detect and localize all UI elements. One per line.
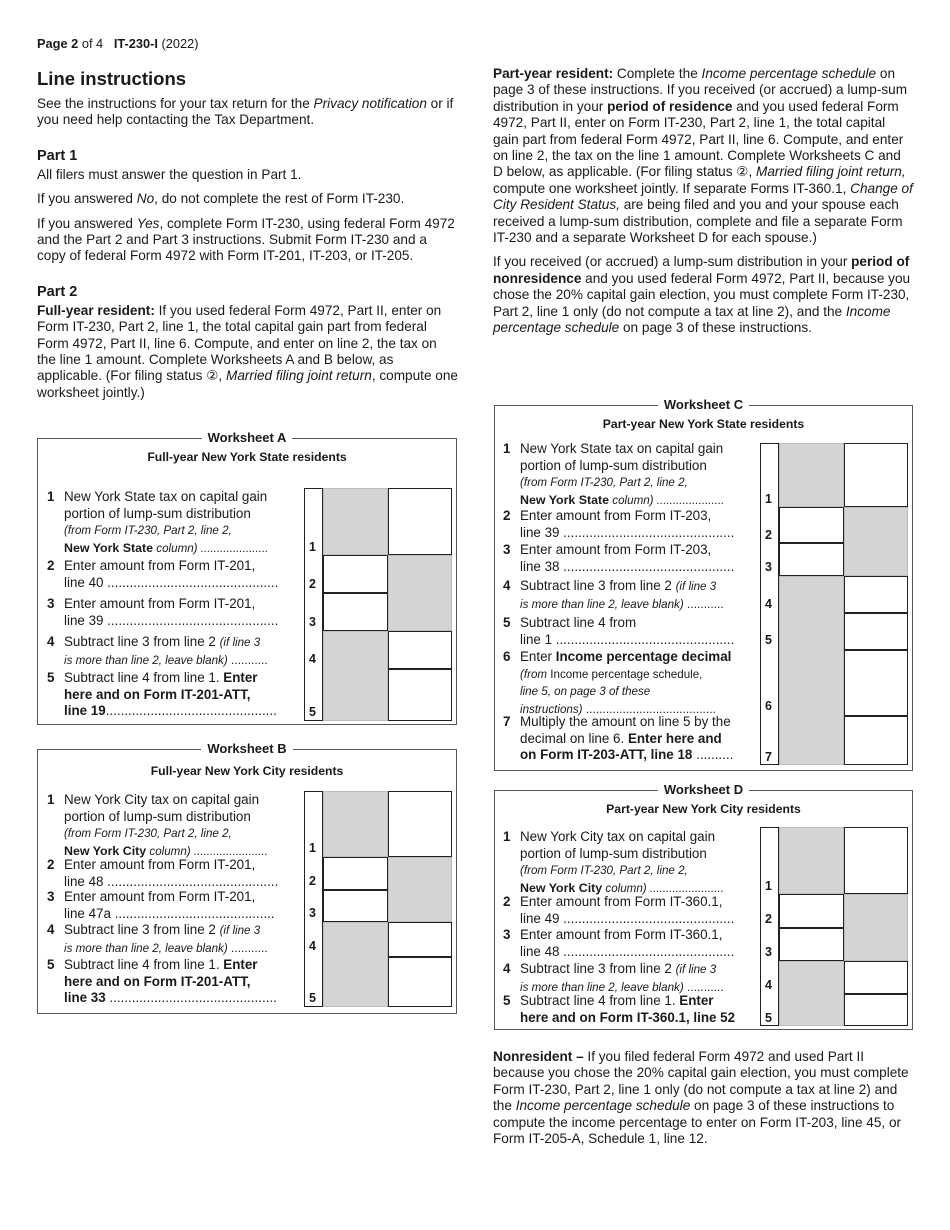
ws-a-box-label-4: 4 bbox=[309, 652, 316, 666]
line-bold: Enter bbox=[679, 993, 714, 1008]
line-note: (from Form IT-230, Part 2, line 2, bbox=[64, 524, 232, 537]
line-bold: Enter bbox=[223, 957, 258, 972]
line-text: line 39 .............................................. bbox=[520, 524, 735, 540]
part2-label: Full-year resident: bbox=[37, 302, 155, 318]
nr-t1: If you filed federal Form 4972 and used Part II because you chose the 20% capital gain election, you must complete Form IT-230, Part 2, line 1 only (do not compute a tax at line 2) and the bbox=[493, 1049, 909, 1114]
worksheet-b-subtitle: Full-year New York City residents bbox=[150, 764, 344, 778]
p2-i1: Income percentage schedule bbox=[493, 303, 891, 336]
line-dots: .............................................. bbox=[105, 703, 277, 718]
line-text: line 40 .............................................. bbox=[64, 574, 279, 590]
worksheet-d-subtitle: Part-year New York City residents bbox=[606, 802, 801, 816]
nr-i1: Income percentage schedule bbox=[515, 1098, 691, 1114]
ws-b-linenum-col bbox=[304, 791, 323, 1007]
line-text: portion of lump-sum distribution bbox=[520, 845, 707, 861]
line-text: Enter amount from Form IT-203, bbox=[520, 508, 712, 523]
ws-b-shade-2 bbox=[388, 857, 452, 922]
pyr-i1: Income percentage schedule bbox=[701, 66, 877, 81]
ws-d-shade-2 bbox=[844, 894, 908, 961]
ws-b-box-label-2: 2 bbox=[309, 874, 316, 888]
intro-italic: Privacy notification bbox=[313, 96, 427, 111]
pyr-b1: period of residence bbox=[607, 98, 733, 114]
worksheet-c-title: Worksheet C bbox=[658, 397, 749, 412]
line-note: is more than line 2, leave blank) bbox=[64, 941, 228, 955]
worksheet-b bbox=[37, 741, 457, 1014]
line-text: portion of lump-sum distribution bbox=[520, 457, 707, 473]
ws-c-box-label-4: 4 bbox=[765, 597, 772, 611]
p2-b1: period of nonresidence bbox=[493, 254, 910, 286]
ws-d-input-4[interactable] bbox=[844, 961, 908, 994]
page-of: of 4 bbox=[81, 36, 104, 51]
ws-a-input-3[interactable] bbox=[323, 593, 388, 631]
ws-d-shade-4 bbox=[779, 961, 844, 1026]
intro-text-c: or if you need help contacting the Tax Department. bbox=[37, 96, 454, 128]
part2-text: If you used federal Form 4972, Part II, enter on Form IT-230, Part 2, line 1, the total capital gain part from federal Form 4972, Part II, line 6. Compute, and enter on line 2, the tax on the line 1 amount. Complete Worksheets A and B below, as applicable. (For filing status ②, bbox=[37, 302, 442, 384]
ws-c-box-label-2: 2 bbox=[765, 528, 772, 542]
worksheet-d-title: Worksheet D bbox=[658, 782, 749, 797]
ws-c-input-5[interactable] bbox=[844, 613, 908, 650]
ws-b-input-1[interactable] bbox=[388, 791, 452, 857]
ws-c-box-label-6: 6 bbox=[765, 699, 772, 713]
ws-c-box-label-1: 1 bbox=[765, 492, 772, 506]
ws-c-input-7[interactable] bbox=[844, 716, 908, 765]
line-number: 3 bbox=[503, 542, 511, 557]
ws-b-input-3[interactable] bbox=[323, 890, 388, 922]
line-number: 2 bbox=[503, 508, 511, 523]
ws-b-box-label-1: 1 bbox=[309, 841, 316, 855]
ws-d-input-3[interactable] bbox=[779, 928, 844, 961]
ws-c-input-2[interactable] bbox=[779, 507, 844, 543]
ws-c-box-label-3: 3 bbox=[765, 560, 772, 574]
part1-heading: Part 1 bbox=[37, 147, 78, 164]
line-text: Enter amount from Form IT-201, bbox=[64, 889, 256, 904]
form-year: (2022) bbox=[161, 36, 199, 51]
page-label: Page 2 bbox=[37, 36, 79, 51]
line-note: is more than line 2, leave blank) bbox=[64, 653, 228, 667]
line-note: (from bbox=[520, 667, 548, 681]
part1-p3-yes: Yes bbox=[136, 215, 160, 231]
line-number: 7 bbox=[503, 714, 511, 729]
intro-paragraph bbox=[37, 96, 459, 129]
pyr-i2: Married filing joint return, bbox=[756, 164, 906, 180]
nr-label: Nonresident – bbox=[493, 1049, 584, 1064]
ws-d-input-2[interactable] bbox=[779, 894, 844, 928]
line-text: Subtract line 3 from line 2 bbox=[64, 634, 220, 649]
pyr-t5: are being filed and you and your spouse each received a lump-sum distribution, complete and file a separate Form IT-230 and a separate Worksheet D for each spouse.) bbox=[493, 197, 903, 246]
ws-b-shade-1 bbox=[323, 791, 388, 857]
line-text: Enter amount from Form IT-201, bbox=[64, 857, 256, 872]
worksheet-a-subtitle: Full-year New York State residents bbox=[147, 450, 347, 464]
line-number: 5 bbox=[47, 957, 55, 972]
part1-p2-c: , do not complete the rest of Form IT-230. bbox=[154, 191, 405, 207]
part1-p2 bbox=[37, 191, 459, 207]
line-number: 4 bbox=[503, 578, 511, 593]
line-dots: ........... bbox=[227, 940, 268, 955]
line-bold: here and on Form IT-201-ATT, bbox=[64, 973, 251, 989]
line-note: is more than line 2, leave blank) bbox=[520, 597, 684, 611]
line-note: column) ....................... bbox=[602, 881, 724, 895]
line-number: 4 bbox=[47, 922, 55, 937]
ws-b-box-label-5: 5 bbox=[309, 991, 316, 1005]
nonresidence-paragraph bbox=[493, 254, 913, 336]
ws-a-box-label-1: 1 bbox=[309, 540, 316, 554]
part-year-paragraph bbox=[493, 66, 913, 246]
ws-c-box-label-5: 5 bbox=[765, 633, 772, 647]
line-dots: ........... bbox=[227, 652, 268, 667]
ws-c-input-3[interactable] bbox=[779, 543, 844, 576]
worksheet-c bbox=[494, 397, 913, 771]
line-note: (if line 3 bbox=[219, 924, 261, 937]
p2-t2: and you used federal Form 4972, Part II, because you chose the 20% capital gain election, you must complete Form IT-230, Part 2, line 1 only (do not compute a tax at line 2), and the bbox=[493, 270, 911, 319]
line-text: Enter amount from Form IT-203, bbox=[520, 542, 712, 557]
line-number: 2 bbox=[503, 894, 511, 909]
ws-b-input-5[interactable] bbox=[388, 957, 452, 1007]
ws-a-box-label-3: 3 bbox=[309, 615, 316, 629]
line-text: decimal on line 6. bbox=[520, 730, 628, 746]
line-text: Enter amount from Form IT-201, bbox=[64, 558, 256, 573]
line-text: New York City tax on capital gain bbox=[520, 829, 716, 844]
line-number: 5 bbox=[503, 615, 511, 630]
part1-p2-no: No bbox=[136, 191, 155, 207]
page-title: Line instructions bbox=[37, 68, 187, 89]
ws-d-shade-1 bbox=[779, 827, 844, 894]
ws-a-input-1[interactable] bbox=[388, 488, 452, 555]
line-dots: ........... bbox=[683, 596, 724, 611]
pyr-i3: Change of City Resident Status, bbox=[493, 180, 913, 213]
worksheet-a bbox=[37, 430, 457, 725]
line-bold: New York City bbox=[64, 843, 147, 858]
right-column bbox=[493, 66, 913, 345]
left-column bbox=[37, 66, 459, 409]
ws-b-shade-4 bbox=[323, 922, 388, 1007]
line-note: (from Form IT-230, Part 2, line 2, bbox=[520, 864, 688, 877]
page-header bbox=[37, 36, 199, 52]
line-bold: New York State bbox=[64, 540, 154, 555]
line-bold: Enter here and bbox=[627, 730, 722, 746]
line-dots: ....................................... bbox=[582, 701, 716, 716]
worksheet-b-title: Worksheet B bbox=[201, 741, 292, 756]
line-bold: New York State bbox=[520, 492, 610, 507]
ws-b-box-label-4: 4 bbox=[309, 939, 316, 953]
ws-a-shade-4 bbox=[323, 631, 388, 721]
worksheet-a-title: Worksheet A bbox=[202, 430, 293, 445]
line-text: New York City tax on capital gain bbox=[64, 792, 260, 807]
line-number: 2 bbox=[47, 857, 55, 872]
line-text: Enter bbox=[520, 649, 556, 664]
line-text: Subtract line 4 from bbox=[520, 615, 637, 630]
ws-d-input-5[interactable] bbox=[844, 994, 908, 1026]
line-number: 1 bbox=[47, 792, 55, 807]
ws-d-box-label-3: 3 bbox=[765, 945, 772, 959]
line-note: (if line 3 bbox=[675, 963, 717, 976]
line-number: 1 bbox=[47, 489, 55, 504]
ws-c-shade-4 bbox=[779, 576, 844, 765]
line-text: Enter amount from Form IT-360.1, bbox=[520, 927, 723, 942]
worksheet-c-subtitle: Part-year New York State residents bbox=[602, 417, 805, 431]
line-dots: ........... bbox=[683, 979, 724, 994]
line-number: 3 bbox=[47, 889, 55, 904]
ws-a-box-label-2: 2 bbox=[309, 577, 316, 591]
part1-p3-a: If you answered bbox=[37, 215, 137, 231]
part1-p1: All filers must answer the question in Part 1. bbox=[37, 166, 302, 182]
line-text: Subtract line 4 from line 1. bbox=[64, 957, 224, 972]
line-text: Subtract line 3 from line 2 bbox=[64, 922, 220, 937]
p2-t1: If you received (or accrued) a lump-sum distribution in your bbox=[493, 254, 852, 270]
ws-a-input-2[interactable] bbox=[323, 555, 388, 593]
ws-c-input-1[interactable] bbox=[844, 443, 908, 507]
line-number: 1 bbox=[503, 829, 511, 844]
line-bold: line 33 bbox=[64, 990, 106, 1005]
line-note: (if line 3 bbox=[219, 636, 261, 649]
line-number: 4 bbox=[503, 961, 511, 976]
line-text: line 39 .............................................. bbox=[64, 612, 279, 628]
line-number: 2 bbox=[47, 558, 55, 573]
part1-p3-c: , complete Form IT-230, using federal Form 4972 and the Part 2 and Part 3 instructions. Submit Form IT-230 and a copy of federal Form 4972 with Form IT-201, IT-203, or IT-205. bbox=[37, 215, 455, 264]
line-text: New York State tax on capital gain bbox=[64, 489, 268, 504]
line-text: Subtract line 3 from line 2 bbox=[520, 961, 676, 976]
ws-d-input-1[interactable] bbox=[844, 827, 908, 894]
nr-t2: on page 3 of these instructions to compute the income percentage to enter on Form IT-203, line 45, or Form IT-205-A, Schedule 1, line 12. bbox=[493, 1098, 902, 1147]
line-text: line 38 .............................................. bbox=[520, 558, 735, 574]
line-number: 4 bbox=[47, 634, 55, 649]
ws-b-input-4[interactable] bbox=[388, 922, 452, 957]
line-bold: here and on Form IT-360.1, line 52 bbox=[520, 1009, 736, 1025]
line-dots: .......... bbox=[692, 747, 734, 762]
line-note: column) ....................... bbox=[146, 844, 268, 858]
line-text: line 48 .............................................. bbox=[64, 873, 279, 889]
p2-t3: on page 3 of these instructions. bbox=[619, 320, 812, 336]
ws-a-shade-1 bbox=[323, 488, 388, 555]
line-note: (if line 3 bbox=[675, 580, 717, 593]
line-note: Income percentage schedule, bbox=[547, 667, 703, 681]
line-note: is more than line 2, leave blank) bbox=[520, 980, 684, 994]
part2-italic: Married filing joint return bbox=[226, 368, 372, 384]
line-bold: on Form IT-203-ATT, line 18 bbox=[520, 747, 693, 762]
ws-c-input-4[interactable] bbox=[844, 576, 908, 613]
line-text: portion of lump-sum distribution bbox=[64, 808, 251, 824]
line-text: line 1 ................................................ bbox=[520, 631, 735, 647]
line-number: 5 bbox=[47, 670, 55, 685]
pyr-t1: Complete the bbox=[613, 66, 702, 81]
ws-d-box-label-1: 1 bbox=[765, 879, 772, 893]
line-note: (from Form IT-230, Part 2, line 2, bbox=[64, 827, 232, 840]
part1-p2-a: If you answered bbox=[37, 191, 137, 207]
part1-p3 bbox=[37, 216, 459, 265]
ws-d-box-label-5: 5 bbox=[765, 1011, 772, 1025]
form-id: IT-230-I bbox=[113, 36, 158, 51]
pyr-t4: compute one worksheet jointly. If separate Forms IT-360.1, bbox=[493, 180, 851, 196]
line-text: Enter amount from Form IT-360.1, bbox=[520, 894, 723, 909]
line-note: (from Form IT-230, Part 2, line 2, bbox=[520, 476, 688, 489]
line-note: column) ..................... bbox=[153, 541, 269, 555]
ws-b-box-label-3: 3 bbox=[309, 906, 316, 920]
line-number: 5 bbox=[503, 993, 511, 1008]
line-note: line 5, on page 3 of these bbox=[520, 685, 651, 698]
line-text: line 47a ........................................... bbox=[64, 905, 275, 921]
line-text: line 48 .............................................. bbox=[520, 943, 735, 959]
line-text: portion of lump-sum distribution bbox=[64, 505, 251, 521]
ws-a-input-4[interactable] bbox=[388, 631, 452, 669]
ws-c-shade-1 bbox=[779, 443, 844, 507]
ws-c-box-label-7: 7 bbox=[765, 750, 772, 764]
intro-text-a: See the instructions for your tax return for the bbox=[37, 96, 314, 111]
ws-a-input-5[interactable] bbox=[388, 669, 452, 721]
line-bold: Income percentage decimal bbox=[555, 649, 732, 664]
ws-a-box-label-5: 5 bbox=[309, 705, 316, 719]
ws-c-input-6[interactable] bbox=[844, 650, 908, 716]
line-number: 3 bbox=[47, 596, 55, 611]
line-number: 3 bbox=[503, 927, 511, 942]
line-text: Subtract line 4 from line 1. bbox=[64, 670, 224, 685]
line-text: Enter amount from Form IT-201, bbox=[64, 596, 256, 611]
line-number: 1 bbox=[503, 441, 511, 456]
ws-d-box-label-4: 4 bbox=[765, 978, 772, 992]
line-bold: here and on Form IT-201-ATT, bbox=[64, 686, 251, 702]
line-text: New York State tax on capital gain bbox=[520, 441, 724, 456]
ws-d-box-label-2: 2 bbox=[765, 912, 772, 926]
line-text: line 49 .............................................. bbox=[520, 910, 735, 926]
part2-heading: Part 2 bbox=[37, 283, 78, 300]
line-text: Subtract line 4 from line 1. bbox=[520, 993, 680, 1008]
part2-end: , compute one worksheet jointly.) bbox=[37, 368, 458, 400]
pyr-label: Part-year resident: bbox=[493, 66, 614, 81]
line-text: Subtract line 3 from line 2 bbox=[520, 578, 676, 593]
line-text: Multiply the amount on line 5 by the bbox=[520, 714, 731, 729]
line-number: 6 bbox=[503, 649, 511, 664]
nonresident-paragraph bbox=[493, 1049, 913, 1147]
ws-b-input-2[interactable] bbox=[323, 857, 388, 890]
ws-c-shade-2 bbox=[844, 507, 908, 576]
worksheet-d bbox=[494, 782, 913, 1030]
ws-a-linenum-col bbox=[304, 488, 323, 721]
line-dots: ............................................. bbox=[105, 990, 277, 1005]
line-bold: line 19 bbox=[64, 703, 106, 718]
pyr-t3: and you used federal Form 4972, Part II, enter on Form IT-230, Part 2, line 1, the total capital gain part from federal Form 4972, Part II, line 6. Compute, and enter on line 2, the tax on the line 1 amount. Complete Worksheets C and D below, as applicable. (For filing status ②, bbox=[493, 98, 904, 180]
line-note: column) ..................... bbox=[609, 493, 725, 507]
part2-paragraph bbox=[37, 303, 459, 401]
pyr-t2: on page 3 of these instructions. If you received (or accrued) a lump-sum distribution in your bbox=[493, 66, 908, 114]
ws-a-shade-2 bbox=[388, 555, 452, 631]
line-note: instructions) bbox=[520, 702, 583, 716]
line-bold: Enter bbox=[223, 670, 258, 685]
line-bold: New York City bbox=[520, 880, 603, 895]
